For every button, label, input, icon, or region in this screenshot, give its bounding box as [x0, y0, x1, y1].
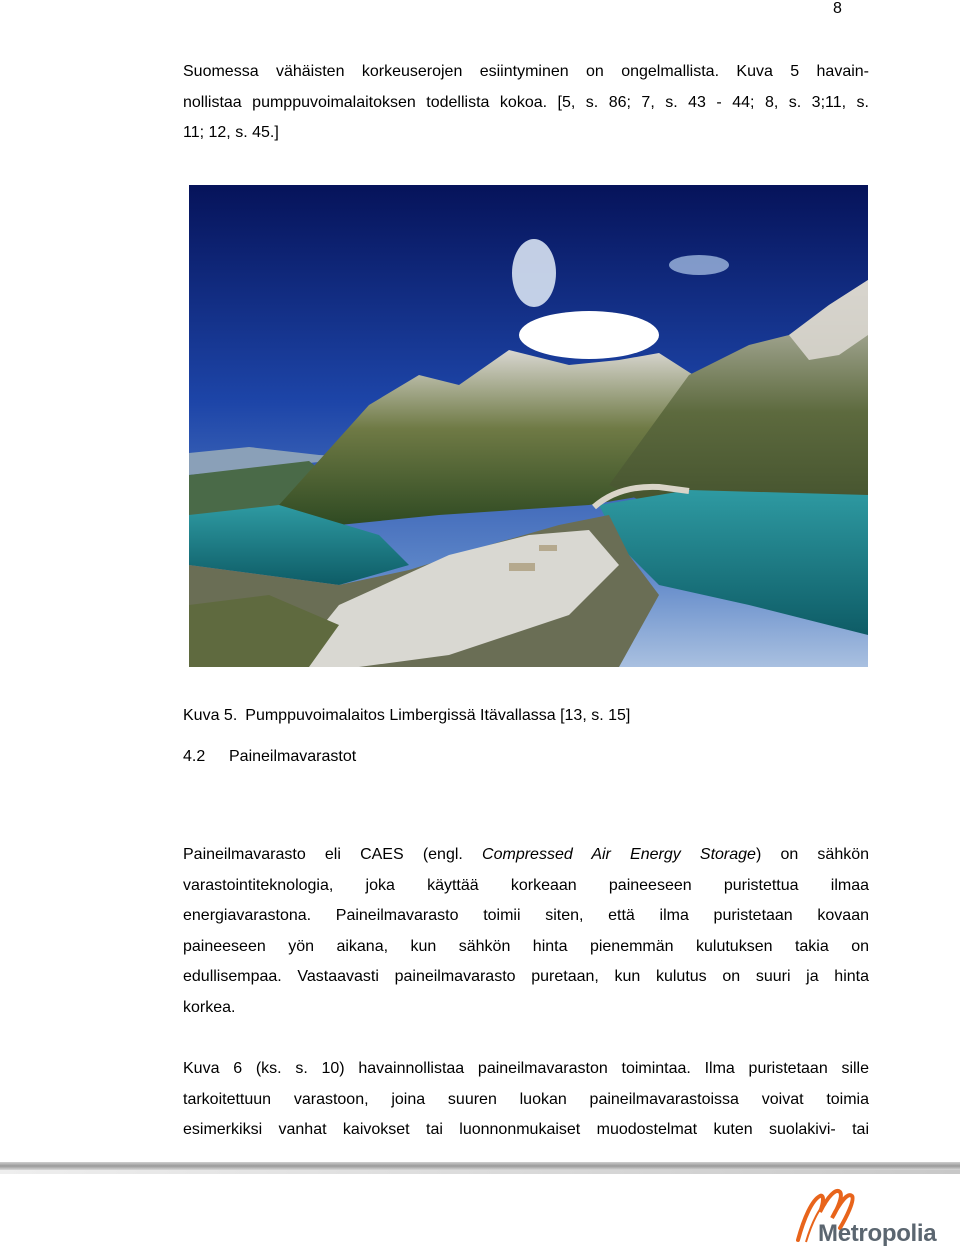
text-line: varastointiteknologia, joka käyttää korkeaan paineeseen puristettua ilmaa — [183, 876, 869, 894]
italic-term: Compressed Air Energy Storage — [482, 846, 756, 863]
page-number: 8 — [833, 0, 842, 17]
section-title: Paineilmavarastot — [229, 748, 357, 765]
section-heading — [183, 748, 356, 766]
text-line: Kuva 6 (ks. s. 10) havainnollistaa paineilmavaraston toimintaa. Ilma puristetaan sille — [183, 1060, 869, 1077]
text-line: korkea. — [183, 998, 236, 1016]
text-line: nollistaa pumppuvoimalaitoksen todellista kokoa. [5, s. 86; 7, s. 43 - 44; 8, s. 3;11, s. — [183, 93, 869, 111]
footer-rule-shadow — [0, 1170, 960, 1174]
metropolia-logo-text: Metropolia — [818, 1220, 937, 1247]
paragraph-figure-ref — [183, 1054, 869, 1146]
paragraph-caes — [183, 840, 869, 1023]
limberg-photo — [189, 185, 868, 667]
text-line — [183, 840, 869, 871]
text-span: ) on sähkön — [755, 846, 870, 863]
text-line: paineeseen yön aikana, kun sähkön hinta pienemmän kulutuksen takia on — [183, 937, 869, 955]
text-span: Paineilmavarasto eli CAES (engl. — [183, 846, 483, 863]
text-line: 11; 12, s. 45.] — [183, 124, 279, 141]
text-line: energiavarastona. Paineilmavarasto toimii siten, että ilma puristetaan kovaan — [183, 907, 869, 924]
footer-rule — [0, 1162, 960, 1170]
figure-caption — [183, 707, 630, 725]
caption-text: Pumppuvoimalaitos Limbergissä Itävallassa [13, s. 15] — [245, 707, 631, 724]
section-number: 4.2 — [183, 748, 206, 765]
paragraph-intro — [183, 57, 869, 149]
text-line: Suomessa vähäisten korkeuserojen esiintyminen on ongelmallista. Kuva 5 havain- — [183, 63, 869, 80]
caption-number: Kuva 5. — [183, 707, 238, 724]
text-line: esimerkiksi vanhat kaivokset tai luonnonmukaiset muodostelmat kuten suolakivi- tai — [183, 1121, 869, 1138]
text-line: edullisempaa. Vastaavasti paineilmavarasto puretaan, kun kulutus on suuri ja hinta — [183, 968, 869, 985]
text-line: tarkoitettuun varastoon, joina suuren luokan paineilmavarastoissa voivat toimia — [183, 1090, 869, 1108]
